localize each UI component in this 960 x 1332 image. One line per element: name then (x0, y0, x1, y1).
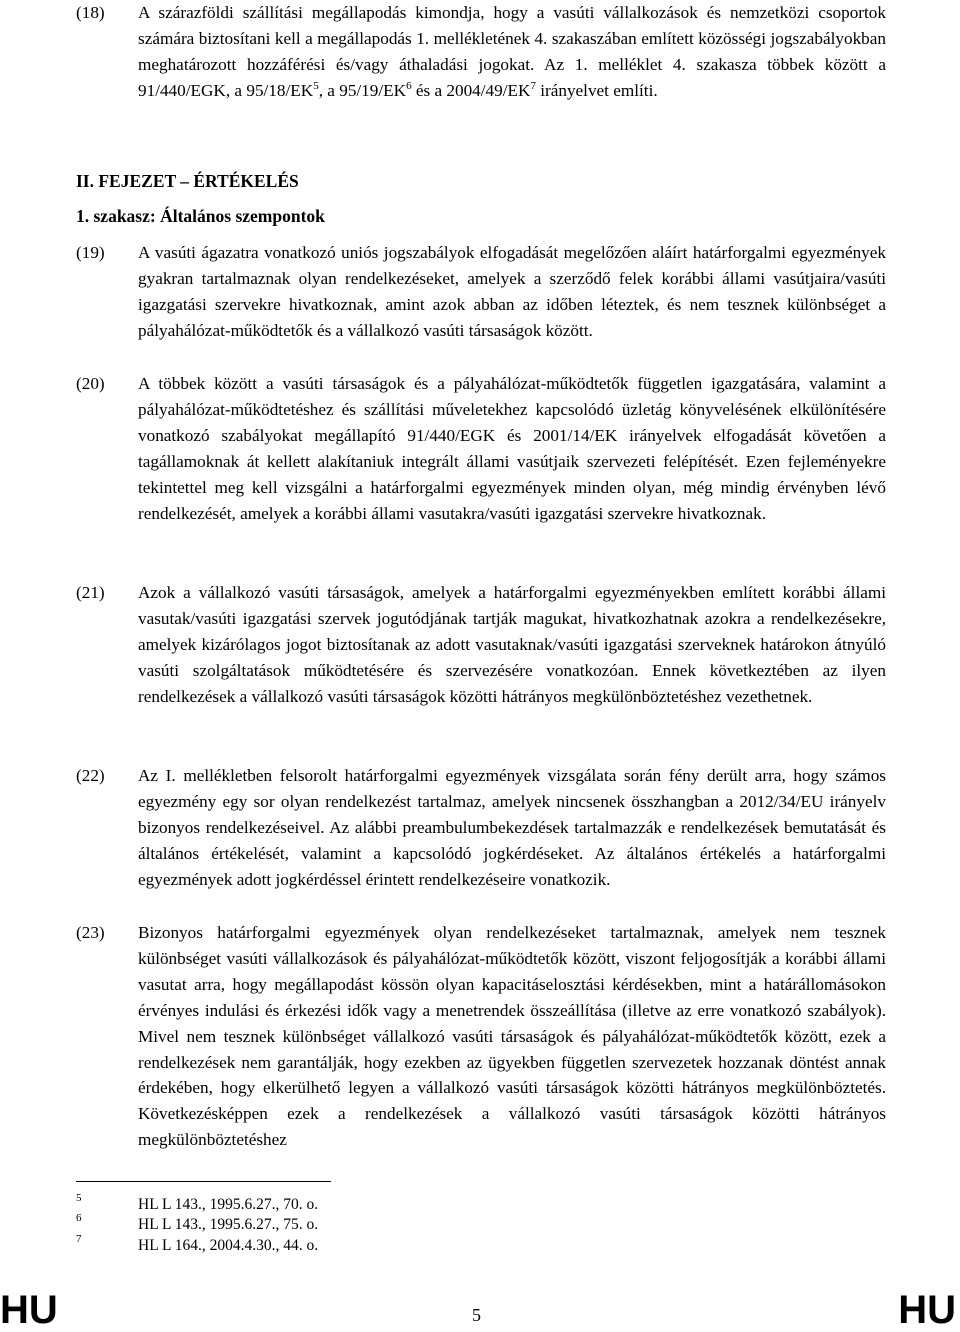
paragraph-20 (76, 371, 886, 526)
paragraph-number: (18) (76, 3, 105, 22)
footnote-mark: 7 (76, 1233, 82, 1245)
paragraph-number: (23) (76, 923, 105, 942)
section-heading: 1. szakasz: Általános szempontok (76, 206, 325, 226)
footnote-separator (76, 1181, 331, 1182)
paragraph-number: (21) (76, 583, 105, 602)
footnote-text: HL L 164., 2004.4.30., 44. o. (138, 1237, 319, 1254)
paragraph-text: A vasúti ágazatra vonatkozó uniós jogszabályok elfogadását megelőzően aláírt határforgalmi egyezmények gyakran tartalmaznak olyan rendelkezéseket, amelyek a szerződő felek korábbi állami vasútjaira/vasúti igazgatási szervekre hivatkoznak, amint azok abban az időben léteztek, és nem tesznek különbséget a pályahálózat-működtetők és a vállalkozó vasúti társaságok között. (138, 243, 886, 340)
paragraph-text: A szárazföldi szállítási megállapodás kimondja, hogy a vasúti vállalkozások és nemzetközi csoportok számára biztosítani kell a megállapodás 1. mellékletének 4. szakaszában említett közösségi jogszabályokban meghatározott hozzáférési és/vagy áthaladási jogokat. Az 1. melléklet 4. szakasza többek között a 91/440/EGK, a $95/18/EK^5$, a $95/19/EK^6$ és a $2004/49/EK^7$ irányelvet említi. (138, 3, 886, 100)
paragraph-number: (20) (76, 374, 105, 393)
footnote-ref-6[interactable]: 6 (406, 79, 412, 92)
footnote-text: HL L 143., 1995.6.27., 70. o. (138, 1196, 319, 1213)
footnote-mark: 5 (76, 1192, 82, 1204)
paragraph-21 (76, 580, 886, 710)
footnote-text: HL L 143., 1995.6.27., 75. o. (138, 1216, 319, 1233)
footnote-ref-7[interactable]: 7 (530, 79, 536, 92)
paragraph-19 (76, 240, 886, 344)
paragraph-text: A többek között a vasúti társaságok és a pályahálózat-működtetők független igazgatására, valamint a pályahálózat-működtetéshez és szállítási műveletekhez kapcsolódó üzletág könyvelésének elkülönítésére vonatkozó szabályokat megállapító 91/440/EGK és 2001/14/EK irányelvek elfogadását követően a tagállamoknak át kellett alakítaniuk integrált állami vasútjaik szervezeti felépítését. Ezen fejleményekre tekintettel meg kell vizsgálni a határforgalmi egyezmények minden olyan, még mindig érvényben lévő rendelkezését, amelyek a korábbi állami vasutakra/vasúti igazgatási szervekre hivatkoznak. (138, 374, 886, 523)
page-number: 5 (472, 1305, 481, 1325)
footer-language-left: HU (0, 1288, 58, 1332)
paragraph-22 (76, 763, 886, 893)
paragraph-23 (76, 920, 886, 1153)
paragraph-text: Bizonyos határforgalmi egyezmények olyan rendelkezéseket tartalmaznak, amelyek nem tesznek különbséget vasúti vállalkozások és pályahálózat-működtetők között, viszont feljogosítják a korábbi állami vasutat arra, hogy megállapodást kössön olyan kapacitáselosztási kérdésekben, mint a határállomásokon érvényes indulási és érkezési idők vagy a menetrendek összeállítása (illetve az erre vonatkozó szabályok). Mivel nem tesznek különbséget vállalkozó vasúti társaságok és pályahálózat-működtetők között, ezek a rendelkezések nem garantálják, hogy ezekben az ügyekben független szervezetek hozzanak döntést annak érdekében, hogy elkerülhető legyen a vállalkozó vasúti társaságok közötti hátrányos megkülönböztetés. Következésképpen ezek a rendelkezések a vállalkozó vasúti társaságok közötti hátrányos megkülönböztetéshez (138, 923, 886, 1150)
paragraph-text: Azok a vállalkozó vasúti társaságok, amelyek a határforgalmi egyezményekben említett korábbi állami vasutak/vasúti igazgatási szervek jogutódjának tartják magukat, hivatkozhatnak azokra a rendelkezésekre, amelyek kizárólagos jogot biztosítanak az adott vasutaknak/vasúti igazgatási szerveknek határokon átnyúló vasúti szolgáltatások működtetésére és szervezésére vonatkozóan. Ennek következtében az ilyen rendelkezések a vállalkozó vasúti társaságok közötti hátrányos megkülönböztetéshez vezethetnek. (138, 583, 886, 706)
footnote-mark: 6 (76, 1212, 82, 1224)
footnote-ref-5[interactable]: 5 (313, 79, 319, 92)
paragraph-text: Az I. mellékletben felsorolt határforgalmi egyezmények vizsgálata során fény derült arra, hogy számos egyezmény egy sor olyan rendelkezést tartalmaz, amelyek nincsenek összhangban a 2012/34/EU irányelv bizonyos rendelkezéseivel. Az alábbi preambulumbekezdések tartalmazzák e rendelkezések bemutatását és általános értékelését, valamint a kapcsolódó jogkérdéseket. Az általános értékelés a határforgalmi egyezmények adott jogkérdéssel érintett rendelkezéseire vonatkozik. (138, 766, 886, 889)
chapter-heading: II. FEJEZET – ÉRTÉKELÉS (76, 171, 299, 191)
paragraph-18 (76, 0, 886, 104)
footer-language-right: HU (898, 1288, 956, 1332)
paragraph-number: (22) (76, 766, 105, 785)
paragraph-number: (19) (76, 243, 105, 262)
